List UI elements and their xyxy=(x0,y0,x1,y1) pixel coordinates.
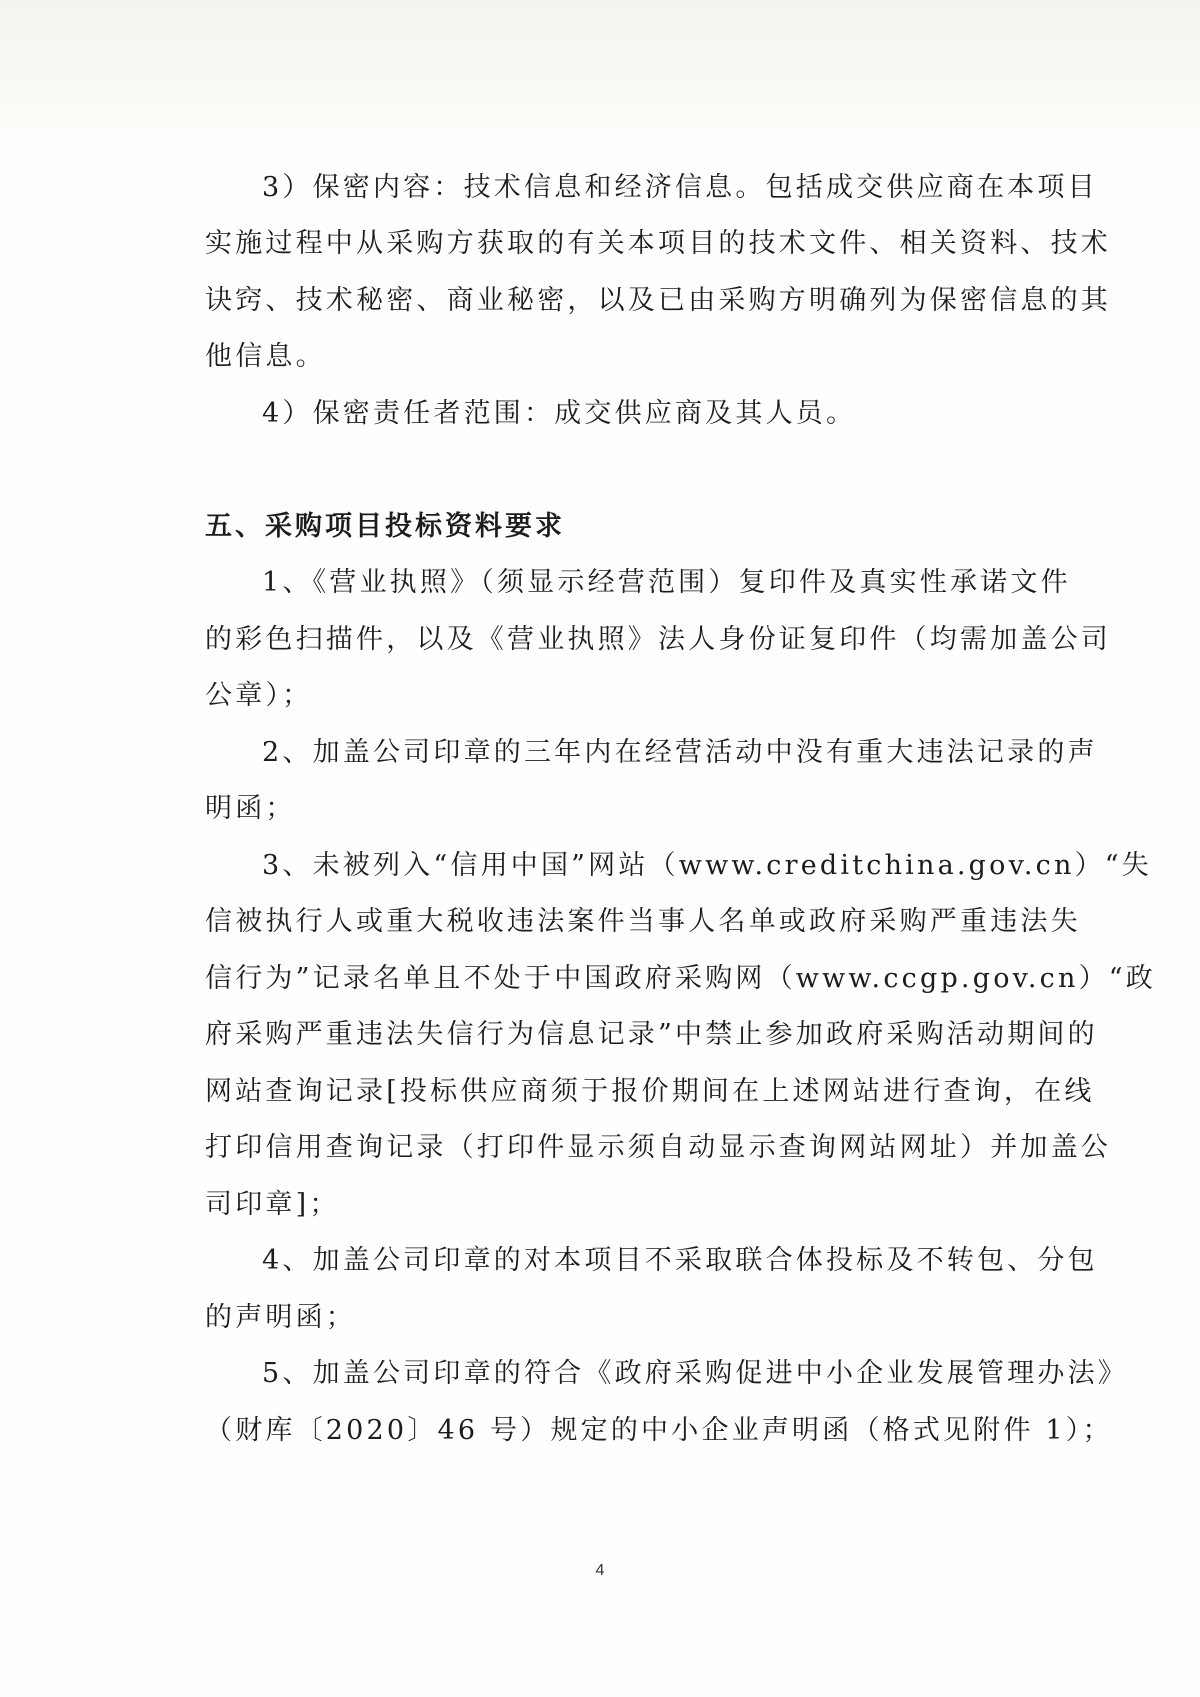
text-line-4: 他信息。 xyxy=(205,341,326,372)
text-line-19: 4、加盖公司印章的对本项目不采取联合体投标及不转包、分包 xyxy=(262,1245,1098,1276)
text-line-13: 信被执行人或重大税收违法案件当事人名单或政府采购严重违法失 xyxy=(205,906,1081,937)
section-heading: 五、采购项目投标资料要求 xyxy=(205,511,565,542)
text-line-7: 1、《营业执照》（须显示经营范围）复印件及真实性承诺文件 xyxy=(262,567,1071,598)
text-line-2: 实施过程中从采购方获取的有关本项目的技术文件、相关资料、技术 xyxy=(205,228,1111,259)
text-line-20: 的声明函； xyxy=(205,1302,356,1333)
text-line-21: 5、加盖公司印章的符合《政府采购促进中小企业发展管理办法》 xyxy=(262,1358,1128,1389)
text-line-1: 3）保密内容：技术信息和经济信息。包括成交供应商在本项目 xyxy=(262,172,1098,203)
text-line-8: 的彩色扫描件，以及《营业执照》法人身份证复印件（均需加盖公司 xyxy=(205,624,1111,655)
text-line-11: 明函； xyxy=(205,793,296,824)
text-line-10: 2、加盖公司印章的三年内在经营活动中没有重大违法记录的声 xyxy=(262,737,1098,768)
text-line-14: 信行为”记录名单且不处于中国政府采购网（www.ccgp.gov.cn）“政 xyxy=(205,963,1156,994)
text-line-17: 打印信用查询记录（打印件显示须自动显示查询网站网址）并加盖公 xyxy=(205,1132,1111,1163)
text-line-9: 公章）； xyxy=(205,680,313,711)
scan-shadow xyxy=(0,0,1200,150)
text-line-15: 府采购严重违法失信行为信息记录”中禁止参加政府采购活动期间的 xyxy=(205,1019,1098,1050)
text-line-22: （财库〔2020〕46 号）规定的中小企业声明函（格式见附件 1）； xyxy=(205,1415,1113,1446)
text-line-5: 4）保密责任者范围：成交供应商及其人员。 xyxy=(262,398,857,429)
text-line-3: 诀窍、技术秘密、商业秘密，以及已由采购方明确列为保密信息的其 xyxy=(205,285,1111,316)
text-line-18: 司印章]； xyxy=(205,1189,340,1220)
text-line-16: 网站查询记录[投标供应商须于报价期间在上述网站进行查询，在线 xyxy=(205,1076,1095,1107)
page-number: 4 xyxy=(595,1562,605,1579)
text-line-12: 3、未被列入“信用中国”网站（www.creditchina.gov.cn）“失 xyxy=(262,850,1152,881)
